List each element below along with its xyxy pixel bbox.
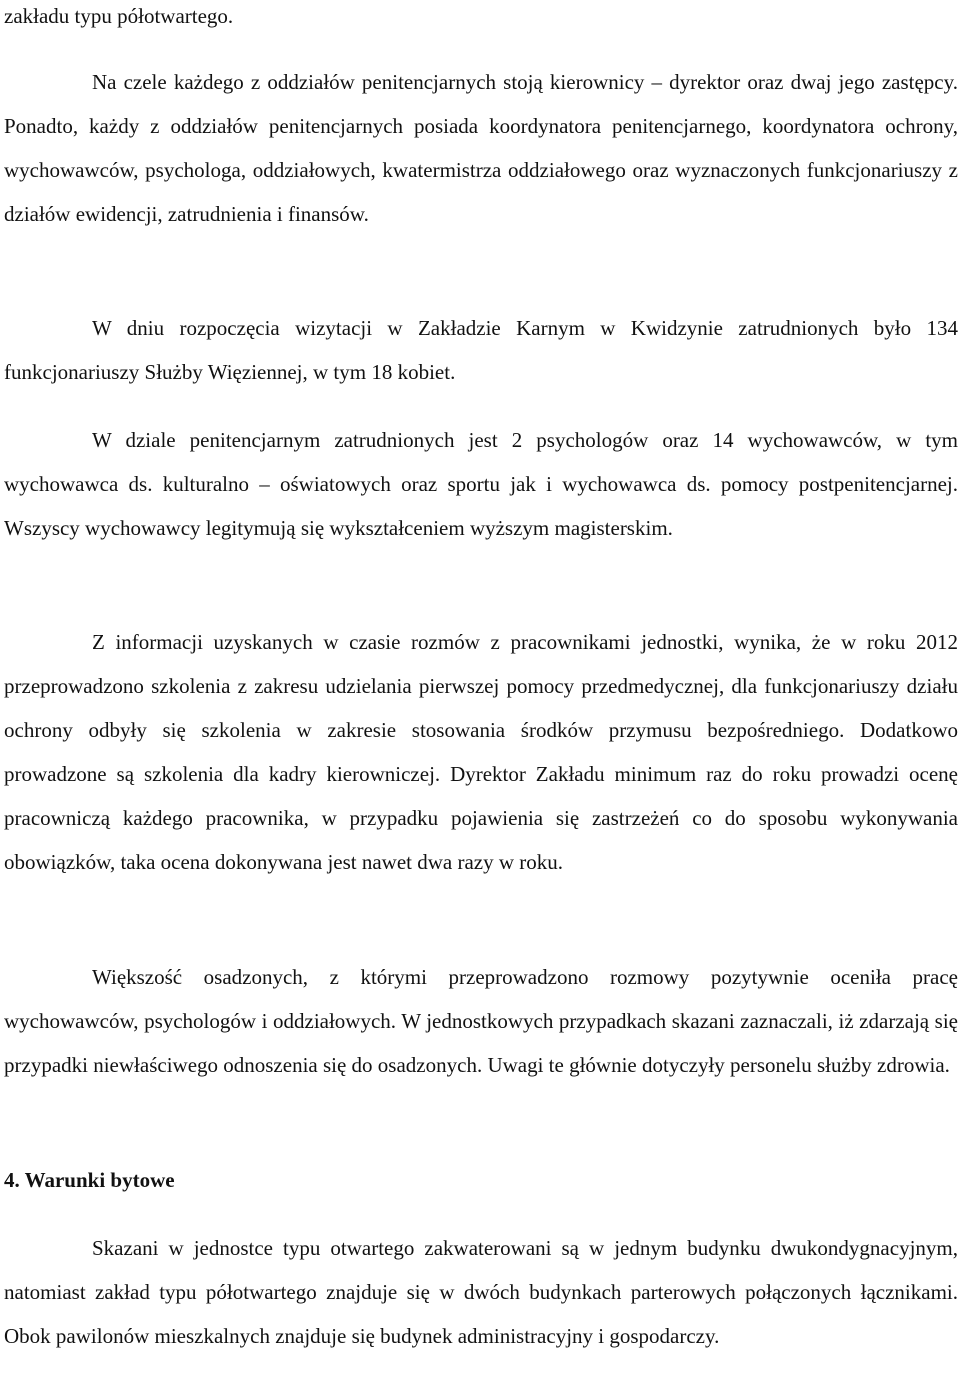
paragraph-staff-structure: Na czele każdego z oddziałów penitencjarnych stoją kierownicy – dyrektor oraz dwaj jego zastępcy. Ponadto, każdy z oddziałów penitencjarnych posiada koordynatora penitencjarnego, koordynatora ochrony, wychowawców, psychologa, oddziałowych, kwatermistrza oddziałowego oraz wyznaczonych funkcjonariuszy z działów ewidencji, zatrudnienia i finansów. [4, 70, 958, 226]
paragraph-employee-count: W dniu rozpoczęcia wizytacji w Zakładzie Karnym w Kwidzynie zatrudnionych było 134 funkcjonariuszy Służby Więziennej, w tym 18 kobiet. [4, 316, 958, 384]
paragraph-continuation: zakładu typu półotwartego. [4, 4, 234, 28]
paragraph-living-conditions: Skazani w jednostce typu otwartego zakwaterowani są w jednym budynku dwukondygnacyjnym, natomiast zakład typu półotwartego znajduje się w dwóch budynkach parterowych połączonych łącznikami. Obok pawilonów mieszkalnych znajduje się budynek administracyjny i gospodarczy. [4, 1236, 958, 1348]
paragraph-training: Z informacji uzyskanych w czasie rozmów z pracownikami jednostki, wynika, że w roku 2012 przeprowadzono szkolenia z zakresu udzielania pierwszej pomocy przedmedycznej, dla funkcjonariuszy działu ochrony odbyły się szkolenia w zakresie stosowania środków przymusu bezpośredniego. Dodatkowo prowadzone są szkolenia dla kadry kierowniczej. Dyrektor Zakładu minimum raz do roku prowadzi ocenę pracowniczą każdego pracownika, w przypadku pojawienia się zastrzeżeń co do sposobu wykonywania obowiązków, taka ocena dokonywana jest nawet dwa razy w roku. [4, 630, 958, 874]
section-heading: 4. Warunki bytowe [4, 1168, 175, 1192]
paragraph-penitentiary-department: W dziale penitencjarnym zatrudnionych jest 2 psychologów oraz 14 wychowawców, w tym wychowawca ds. kulturalno – oświatowych oraz sportu jak i wychowawca ds. pomocy postpenitencjarnej. Wszyscy wychowawcy legitymują się wykształceniem wyższym magisterskim. [4, 428, 958, 540]
paragraph-inmate-opinions: Większość osadzonych, z którymi przeprowadzono rozmowy pozytywnie oceniła pracę wychowawców, psychologów i oddziałowych. W jednostkowych przypadkach skazani zaznaczali, iż zdarzają się przypadki niewłaściwego odnoszenia się do osadzonych. Uwagi te głównie dotyczyły personelu służby zdrowia. [4, 965, 958, 1077]
